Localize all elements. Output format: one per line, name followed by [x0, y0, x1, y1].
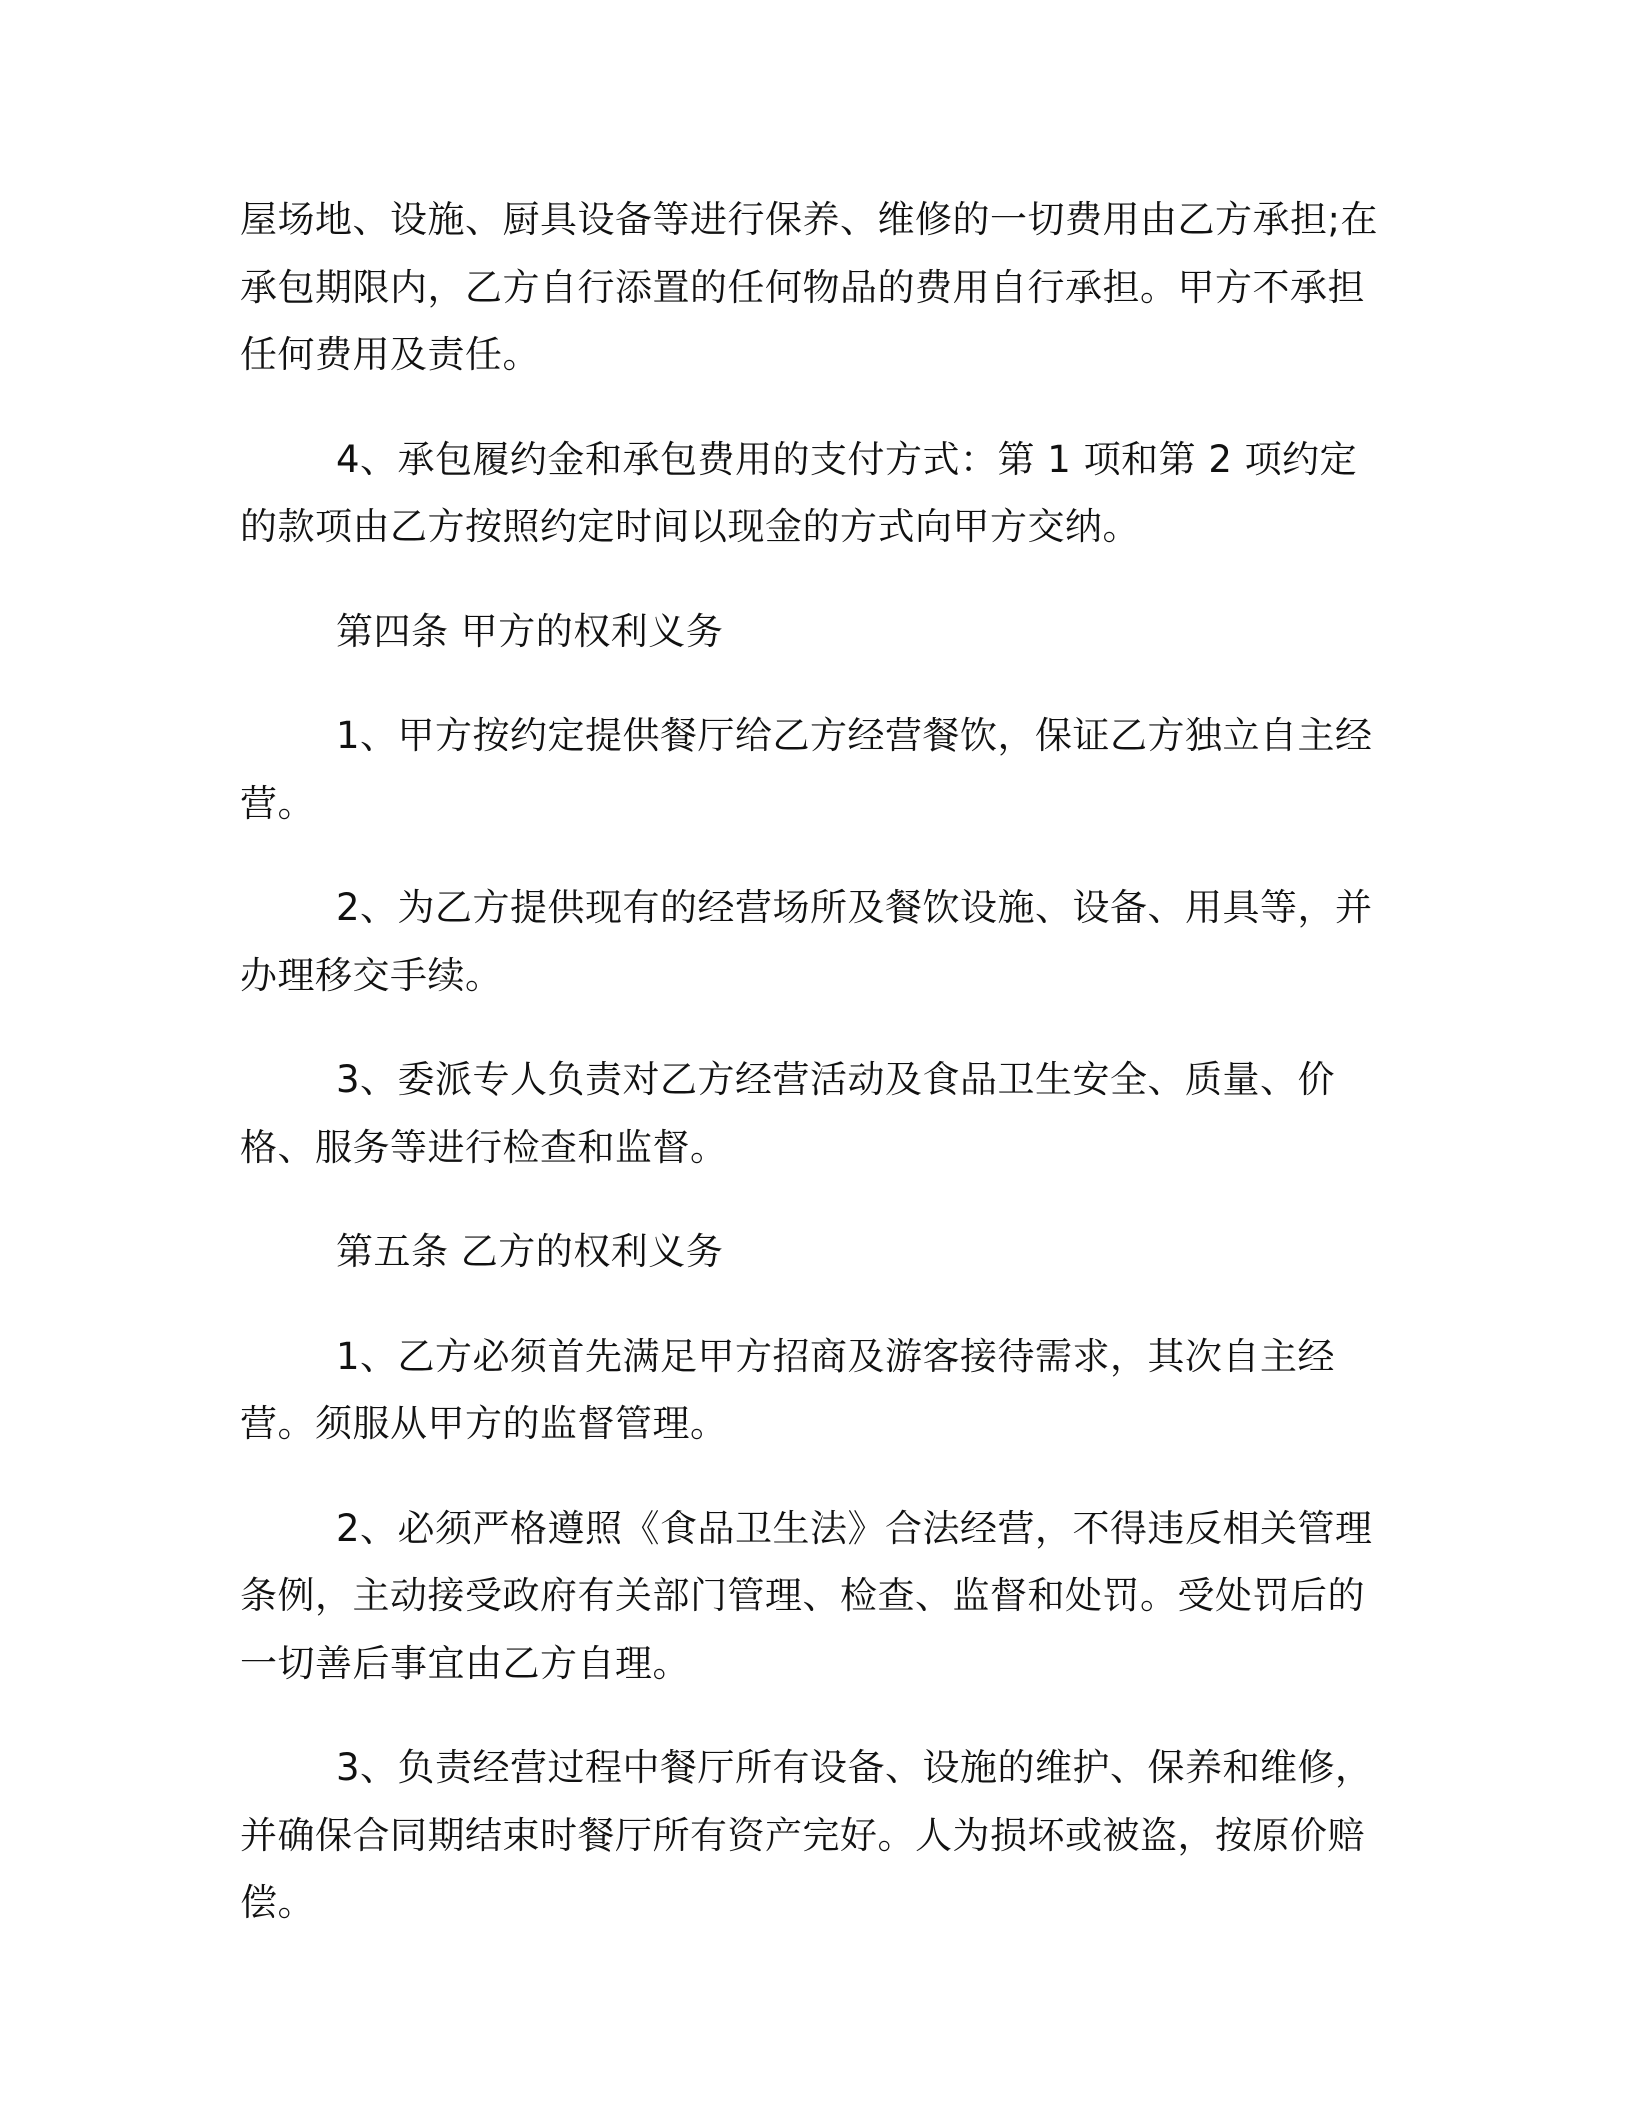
- section-heading-article-4: 第四条 甲方的权利义务: [336, 609, 724, 653]
- paragraph-article-4-item-1: 1、甲方按约定提供餐厅给乙方经营餐饮，保证乙方独立自主经营。: [240, 714, 1373, 825]
- paragraph-article-5-item-1: 1、乙方必须首先满足甲方招商及游客接待需求，其次自主经营。须服从甲方的监督管理。: [240, 1334, 1336, 1445]
- paragraph-article-4-item-2: 2、为乙方提供现有的经营场所及餐饮设施、设备、用具等，并办理移交手续。: [240, 886, 1373, 997]
- paragraph-article-5-item-3: 3、负责经营过程中餐厅所有设备、设施的维护、保养和维修，并确保合同期结束时餐厅所有资产完好。人为损坏或被盗，按原价赔偿。: [240, 1746, 1373, 1924]
- section-heading-article-5: 第五条 乙方的权利义务: [336, 1230, 724, 1273]
- paragraph-payment-method: 4、承包履约金和承包费用的支付方式：第 1 项和第 2 项约定的款项由乙方按照约定时间以现金的方式向甲方交纳。: [240, 437, 1358, 548]
- document-page: [240, 186, 1380, 1974]
- paragraph-article-4-item-3: 3、委派专人负责对乙方经营活动及食品卫生安全、质量、价格、服务等进行检查和监督。: [240, 1058, 1336, 1169]
- paragraph-continuation: 屋场地、设施、厨具设备等进行保养、维修的一切费用由乙方承担;在承包期限内，乙方自行添置的任何物品的费用自行承担。甲方不承担任何费用及责任。: [240, 198, 1378, 376]
- paragraph-article-5-item-2: 2、必须严格遵照《食品卫生法》合法经营，不得违反相关管理条例，主动接受政府有关部门管理、检查、监督和处罚。受处罚后的一切善后事宜由乙方自理。: [240, 1506, 1373, 1685]
